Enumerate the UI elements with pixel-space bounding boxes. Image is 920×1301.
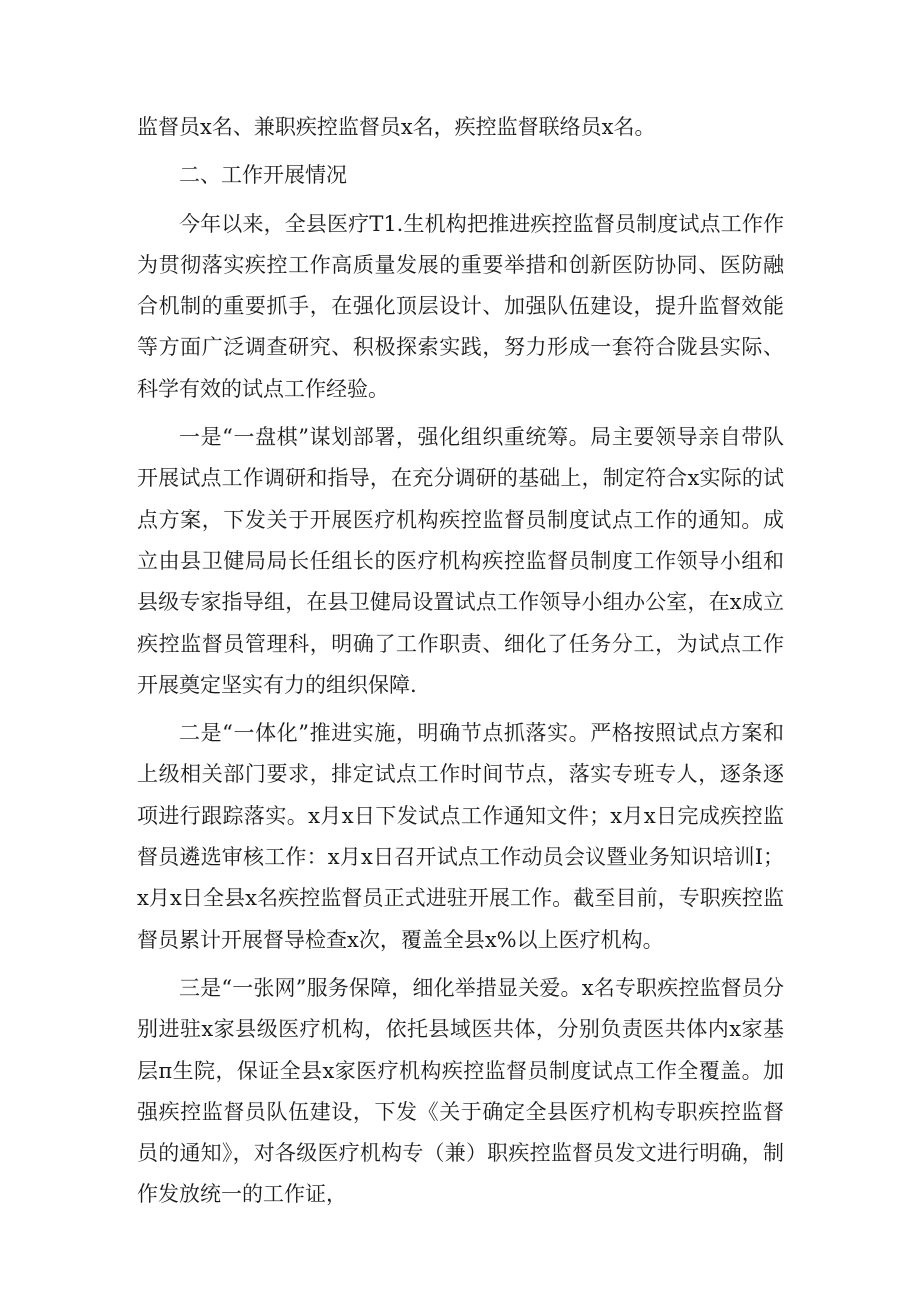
paragraph-continuation: 监督员x名、兼职疾控监督员x名，疾控监督联络员x名。 — [137, 115, 656, 139]
paragraph-point-two: 二是“一体化”推进实施，明确节点抓落实。严格按照试点方案和上级相关部门要求，排定试点工作时间节点，落实专班专人，逐条逐项进行跟踪落实。x月x日下发试点工作通知文件；x月x日完成疾控监督员遴选审核工作：x月x日召开试点工作动员会议暨业务知识培训I；x月x日全县x名疾控监督员正式进驻开展工作。截至目前，专职疾控监督员累计开展督导检查x次，覆盖全县x%以上医疗机构。 — [137, 721, 784, 952]
paragraph-point-one: 一是“一盘棋”谋划部署，强化组织重统筹。局主要领导亲自带队开展试点工作调研和指导，在充分调研的基础上，制定符合x实际的试点方案，下发关于开展医疗机构疾控监督员制度试点工作的通知。成立由县卫健局局长任组长的医疗机构疾控监督员制度工作领导小组和县级专家指导组，在县卫健局设置试点工作领导小组办公室，在x成立疾控监督员管理科，明确了工作职责、细化了任务分工，为试点工作开展奠定坚实有力的组织保障. — [137, 425, 784, 697]
paragraph-point-three: 三是“一张网”服务保障，细化举措显关爱。x名专职疾控监督员分别进驻x家县级医疗机构，依托县域医共体，分别负责医共体内x家基层π生院，保证全县x家医疗机构疾控监督员制度试点工作全覆盖。加强疾控监督员队伍建设，下发《关于确定全县医疗机构专职疾控监督员的通知》，对各级医疗机构专（兼）职疾控监督员发文进行明确，制作发放统一的工作证， — [137, 975, 784, 1207]
section-heading: 二、工作开展情况 — [179, 163, 347, 188]
paragraph-intro: 今年以来，全县医疗T1.生机构把推进疾控监督员制度试点工作作为贯彻落实疾控工作高质量发展的重要举措和创新医防协同、医防融合机制的重要抓手，在强化顶层设计、加强队伍建设，提升监督效能等方面广泛调查研究、积极探索实践，努力形成一套符合陇县实际、科学有效的试点工作经验。 — [137, 211, 784, 401]
